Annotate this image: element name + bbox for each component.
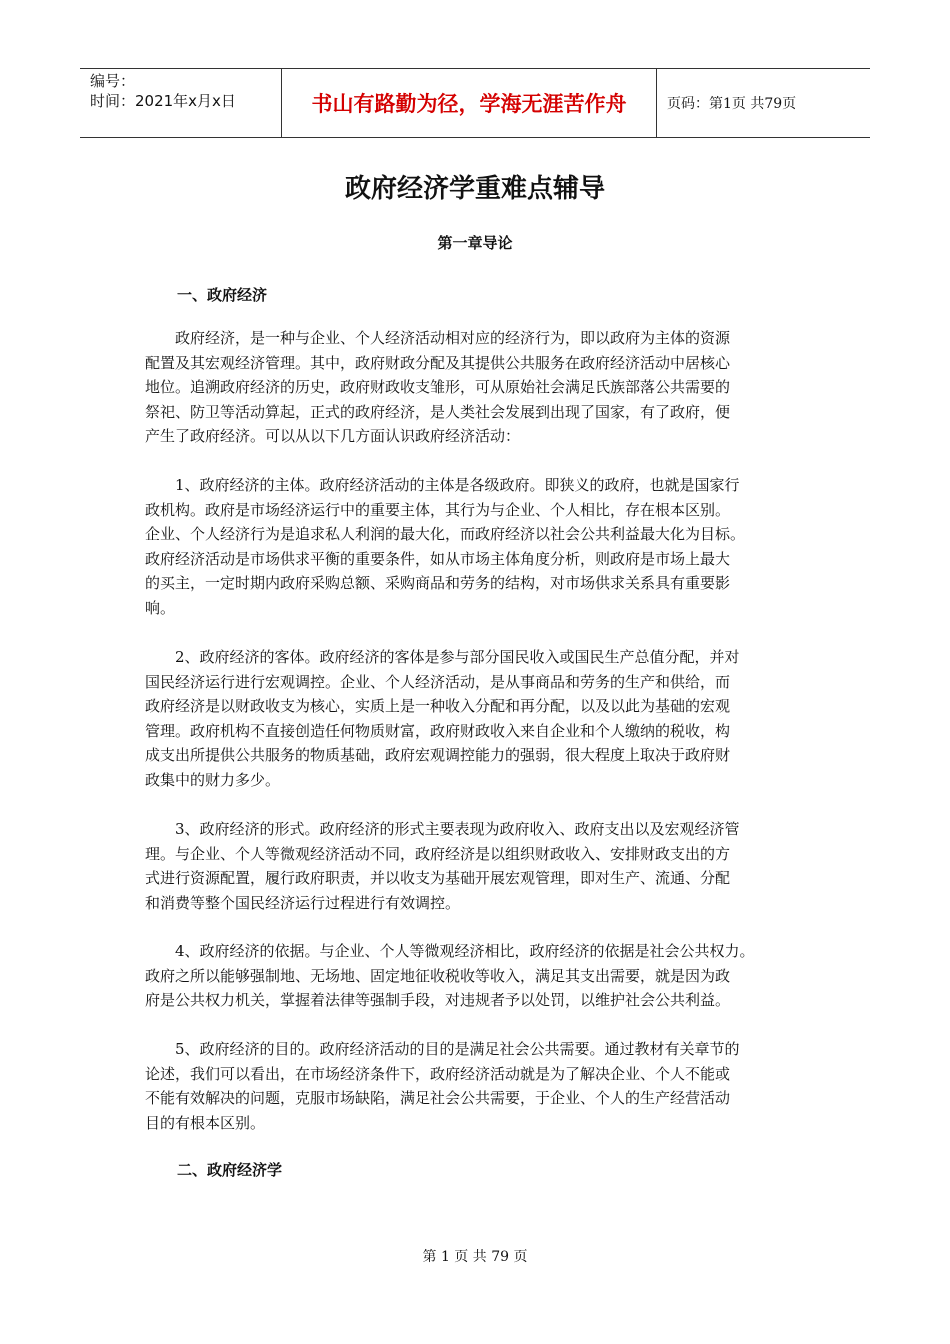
text-line: 地位。追溯政府经济的历史，政府财政收支雏形，可从原始社会满足氏族部落公共需要的 bbox=[145, 378, 731, 396]
paragraph-intro bbox=[145, 326, 810, 449]
text-line: 的买主，一定时期内政府采购总额、采购商品和劳务的结构，对市场供求关系具有重要影 bbox=[145, 574, 731, 592]
text-line: 国民经济运行进行宏观调控。企业、个人经济活动，是从事商品和劳务的生产和供给，而 bbox=[145, 672, 731, 691]
number-label: 编号： bbox=[90, 72, 136, 90]
header-left-cell bbox=[80, 69, 282, 137]
page-info: 页码：第1页 共79页 bbox=[667, 96, 797, 112]
text-line: 4、政府经济的依据。与企业、个人等微观经济相比，政府经济的依据是社会公共权力。 bbox=[175, 942, 755, 960]
document-title: 政府经济学重难点辅导 bbox=[344, 174, 605, 204]
text-line: 成支出所提供公共服务的物质基础，政府宏观调控能力的强弱，很大程度上取决于政府财 bbox=[145, 746, 731, 764]
text-line: 政机构。政府是市场经济运行中的重要主体，其行为与企业、个人相比，存在根本区别。 bbox=[145, 500, 731, 519]
text-line: 式进行资源配置，履行政府职责，并以收支为基础开展宏观管理，即对生产、流通、分配 bbox=[145, 869, 731, 887]
motto: 书山有路勤为径，学海无涯苦作舟 bbox=[282, 69, 657, 137]
text-line: 府是公共权力机关，掌握着法律等强制手段，对违规者予以处罚，以维护社会公共利益。 bbox=[145, 991, 731, 1009]
text-line: 5、政府经济的目的。政府经济活动的目的是满足社会公共需要。通过教材有关章节的 bbox=[175, 1040, 740, 1058]
text-line: 和消费等整个国民经济运行过程进行有效调控。 bbox=[145, 893, 461, 912]
text-line: 产生了政府经济。可以从以下几方面认识政府经济活动： bbox=[145, 427, 521, 445]
text-line: 2、政府经济的客体。政府经济的客体是参与部分国民收入或国民生产总值分配，并对 bbox=[175, 648, 740, 666]
paragraph-object bbox=[145, 645, 810, 792]
paragraph-basis bbox=[145, 939, 810, 1013]
section-heading-1: 一、政府经济 bbox=[177, 286, 268, 304]
paragraph-subject bbox=[145, 473, 810, 620]
header-table bbox=[80, 68, 870, 138]
text-line: 3、政府经济的形式。政府经济的形式主要表现为政府收入、政府支出以及宏观经济管 bbox=[175, 820, 740, 838]
time-label: 时间：2021年x月x日 bbox=[90, 92, 236, 110]
text-line: 政府经济活动是市场供求平衡的重要条件，如从市场主体角度分析，则政府是市场上最大 bbox=[145, 549, 731, 568]
paragraph-purpose bbox=[145, 1037, 810, 1135]
chapter-title: 第一章导论 bbox=[437, 234, 513, 252]
text-line: 政集中的财力多少。 bbox=[145, 770, 281, 789]
text-line: 论述，我们可以看出，在市场经济条件下，政府经济活动就是为了解决企业、个人不能或 bbox=[145, 1064, 731, 1083]
text-line: 配置及其宏观经济管理。其中，政府财政分配及其提供公共服务在政府经济活动中居核心 bbox=[145, 353, 731, 372]
text-line: 祭祀、防卫等活动算起，正式的政府经济，是人类社会发展到出现了国家，有了政府，便 bbox=[145, 402, 731, 421]
text-line: 响。 bbox=[145, 598, 176, 617]
text-line: 管理。政府机构不直接创造任何物质财富，政府财政收入来自企业和个人缴纳的税收，构 bbox=[145, 721, 731, 740]
text-line: 政府之所以能够强制地、无场地、固定地征收税收等收入，满足其支出需要，就是因为政 bbox=[145, 966, 731, 985]
paragraph-form bbox=[145, 817, 810, 915]
page-footer: 第 1 页 共 79 页 bbox=[422, 1249, 528, 1265]
text-line: 企业、个人经济行为是追求私人利润的最大化，而政府经济以社会公共利益最大化为目标。 bbox=[145, 525, 746, 543]
text-line: 政府经济，是一种与企业、个人经济活动相对应的经济行为，即以政府为主体的资源 bbox=[175, 329, 731, 347]
text-line: 目的有根本区别。 bbox=[145, 1113, 266, 1132]
text-line: 1、政府经济的主体。政府经济活动的主体是各级政府。即狭义的政府，也就是国家行 bbox=[175, 476, 740, 494]
text-line: 不能有效解决的问题，克服市场缺陷，满足社会公共需要，于企业、个人的生产经营活动 bbox=[145, 1089, 731, 1107]
section-heading-2: 二、政府经济学 bbox=[177, 1161, 283, 1179]
text-line: 政府经济是以财政收支为核心，实质上是一种收入分配和再分配，以及以此为基础的宏观 bbox=[145, 697, 731, 715]
text-line: 理。与企业、个人等微观经济活动不同，政府经济是以组织财政收入、安排财政支出的方 bbox=[145, 844, 731, 863]
